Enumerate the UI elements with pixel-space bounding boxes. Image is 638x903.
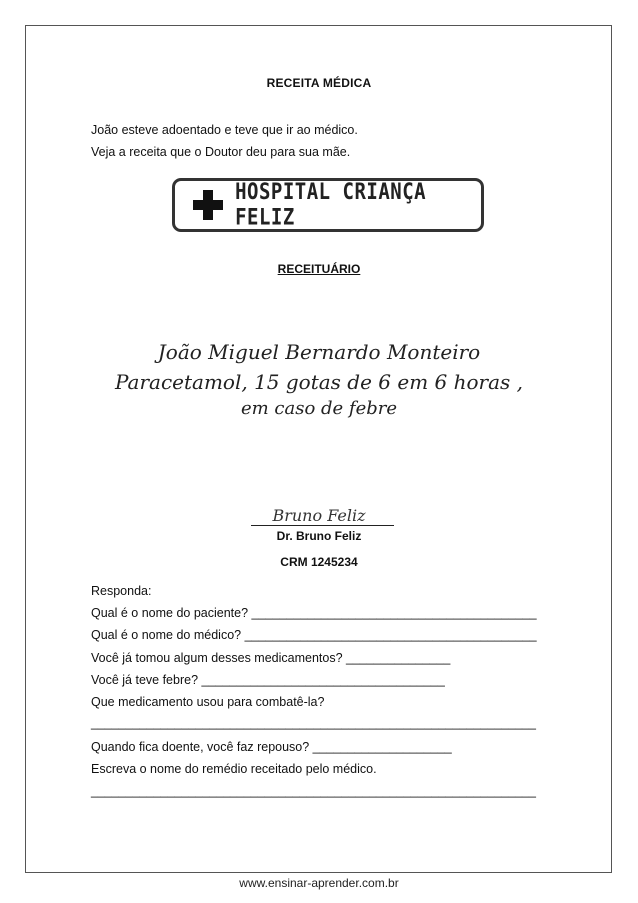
signature: Bruno Feliz <box>272 506 366 525</box>
prescription-line-1: Paracetamol, 15 gotas de 6 em 6 horas , <box>114 370 524 394</box>
hospital-header <box>172 178 484 232</box>
doctor-name: Dr. Bruno Feliz <box>276 529 362 543</box>
question-7-answer-line: ________________________________________________________________ <box>91 784 536 798</box>
prescription-heading: RECEITUÁRIO <box>277 262 361 276</box>
question-5: Que medicamento usou para combatê-la? <box>91 695 325 709</box>
footer-url: www.ensinar-aprender.com.br <box>239 876 399 890</box>
question-6: Quando fica doente, você faz repouso? ____________________ <box>91 740 452 754</box>
page-title: RECEITA MÉDICA <box>266 76 372 90</box>
patient-name: João Miguel Bernardo Monteiro <box>157 340 481 364</box>
question-3: Você já tomou algum desses medicamentos? _______________ <box>91 651 451 665</box>
intro-line-2: Veja a receita que o Doutor deu para sua mãe. <box>91 145 351 159</box>
doctor-crm: CRM 1245234 <box>280 555 358 569</box>
signature-line <box>251 525 394 526</box>
questions-heading: Responda: <box>91 584 152 598</box>
question-2: Qual é o nome do médico? __________________________________________ <box>91 628 537 642</box>
hospital-name: HOSPITAL CRIANÇA FELIZ <box>235 179 427 231</box>
question-7: Escreva o nome do remédio receitado pelo médico. <box>91 762 377 776</box>
question-1: Qual é o nome do paciente? _________________________________________ <box>91 606 537 620</box>
question-5-answer-line: ________________________________________________________________ <box>91 716 536 730</box>
medical-cross-icon <box>193 190 221 220</box>
intro-line-1: João esteve adoentado e teve que ir ao médico. <box>91 123 358 137</box>
question-4: Você já teve febre? ___________________________________ <box>91 673 445 687</box>
prescription-line-2: em caso de febre <box>240 398 398 419</box>
